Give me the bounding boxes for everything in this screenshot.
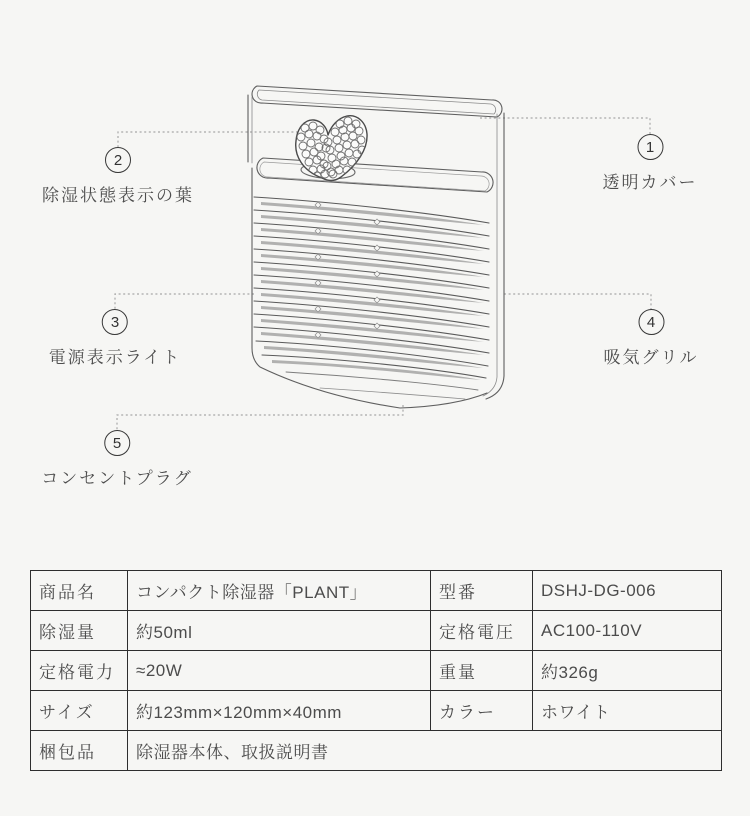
callout-5-outlet-plug	[41, 430, 193, 489]
table-row	[31, 651, 722, 691]
spec-label-rated-voltage: 定格電圧	[431, 611, 533, 651]
spec-label-weight: 重量	[431, 651, 533, 691]
spec-label-package-contents: 梱包品	[31, 731, 128, 771]
spec-value-rated-power: ≈20W	[128, 651, 431, 691]
callout-number-4: 4	[638, 309, 664, 335]
leader-line-5	[117, 405, 403, 431]
leader-line-1	[480, 118, 650, 135]
intake-grille	[254, 197, 489, 399]
spec-value-dehumidify-amount: 約50ml	[128, 611, 431, 651]
spec-value-product-name: コンパクト除湿器「PLANT」	[128, 571, 431, 611]
leader-line-3	[115, 294, 254, 310]
callout-3-power-light	[49, 309, 182, 368]
callout-leader-lines	[115, 118, 651, 431]
spec-value-package-contents: 除湿器本体、取扱説明書	[128, 731, 722, 771]
leaf-decoration	[296, 116, 367, 181]
callout-number-2: 2	[105, 147, 131, 173]
callout-2-status-leaf	[42, 147, 194, 206]
callout-label-outlet-plug: コンセントプラグ	[41, 469, 193, 488]
spec-value-rated-voltage: AC100-110V	[533, 611, 722, 651]
spec-label-size: サイズ	[31, 691, 128, 731]
spec-value-size: 約123mm×120mm×40mm	[128, 691, 431, 731]
table-row	[31, 731, 722, 771]
spec-label-color: カラー	[431, 691, 533, 731]
table-row	[31, 611, 722, 651]
spec-label-rated-power: 定格電力	[31, 651, 128, 691]
callout-4-intake-grille	[604, 309, 699, 368]
spec-label-model-number: 型番	[431, 571, 533, 611]
leader-line-4	[504, 294, 651, 310]
spec-label-product-name: 商品名	[31, 571, 128, 611]
leader-line-2	[118, 132, 298, 148]
table-row	[31, 691, 722, 731]
spec-value-weight: 約326g	[533, 651, 722, 691]
callout-label-status-leaf: 除湿状態表示の葉	[42, 186, 194, 205]
callout-number-5: 5	[104, 430, 130, 456]
spec-value-model-number: DSHJ-DG-006	[533, 571, 722, 611]
callout-number-1: 1	[637, 134, 663, 160]
table-row	[31, 571, 722, 611]
callout-number-3: 3	[102, 309, 128, 335]
spec-value-color: ホワイト	[533, 691, 722, 731]
callout-label-transparent-cover: 透明カバー	[602, 173, 698, 192]
callout-label-power-light: 電源表示ライト	[48, 348, 182, 367]
spec-table	[30, 570, 722, 771]
body-top	[257, 158, 493, 192]
callout-label-intake-grille: 吸気グリル	[603, 348, 699, 367]
callout-1-transparent-cover	[603, 134, 698, 193]
spec-label-dehumidify-amount: 除湿量	[31, 611, 128, 651]
